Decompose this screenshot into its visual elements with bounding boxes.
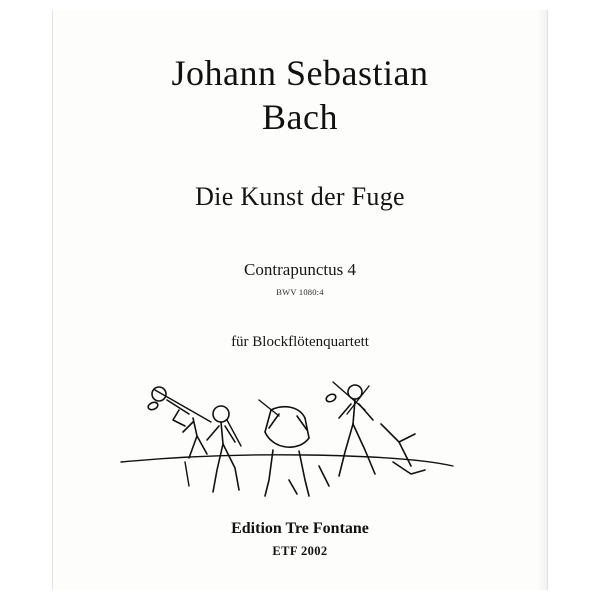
scoring-description: für Blockflötenquartett <box>231 334 369 350</box>
sheet-music-cover-page <box>52 10 548 590</box>
publisher-name: Edition Tre Fontane <box>231 520 369 537</box>
recorder-quartet-line-drawing <box>93 370 513 505</box>
work-title: Die Kunst der Fuge <box>195 182 405 211</box>
catalog-number: BWV 1080:4 <box>276 287 324 297</box>
composer-name-line-1: Johann Sebastian <box>171 53 429 93</box>
movement-title: Contrapunctus 4 <box>244 260 356 279</box>
edition-number: ETF 2002 <box>272 544 328 558</box>
composer-name-line-2: Bach <box>262 96 338 137</box>
composer-name <box>53 52 547 140</box>
